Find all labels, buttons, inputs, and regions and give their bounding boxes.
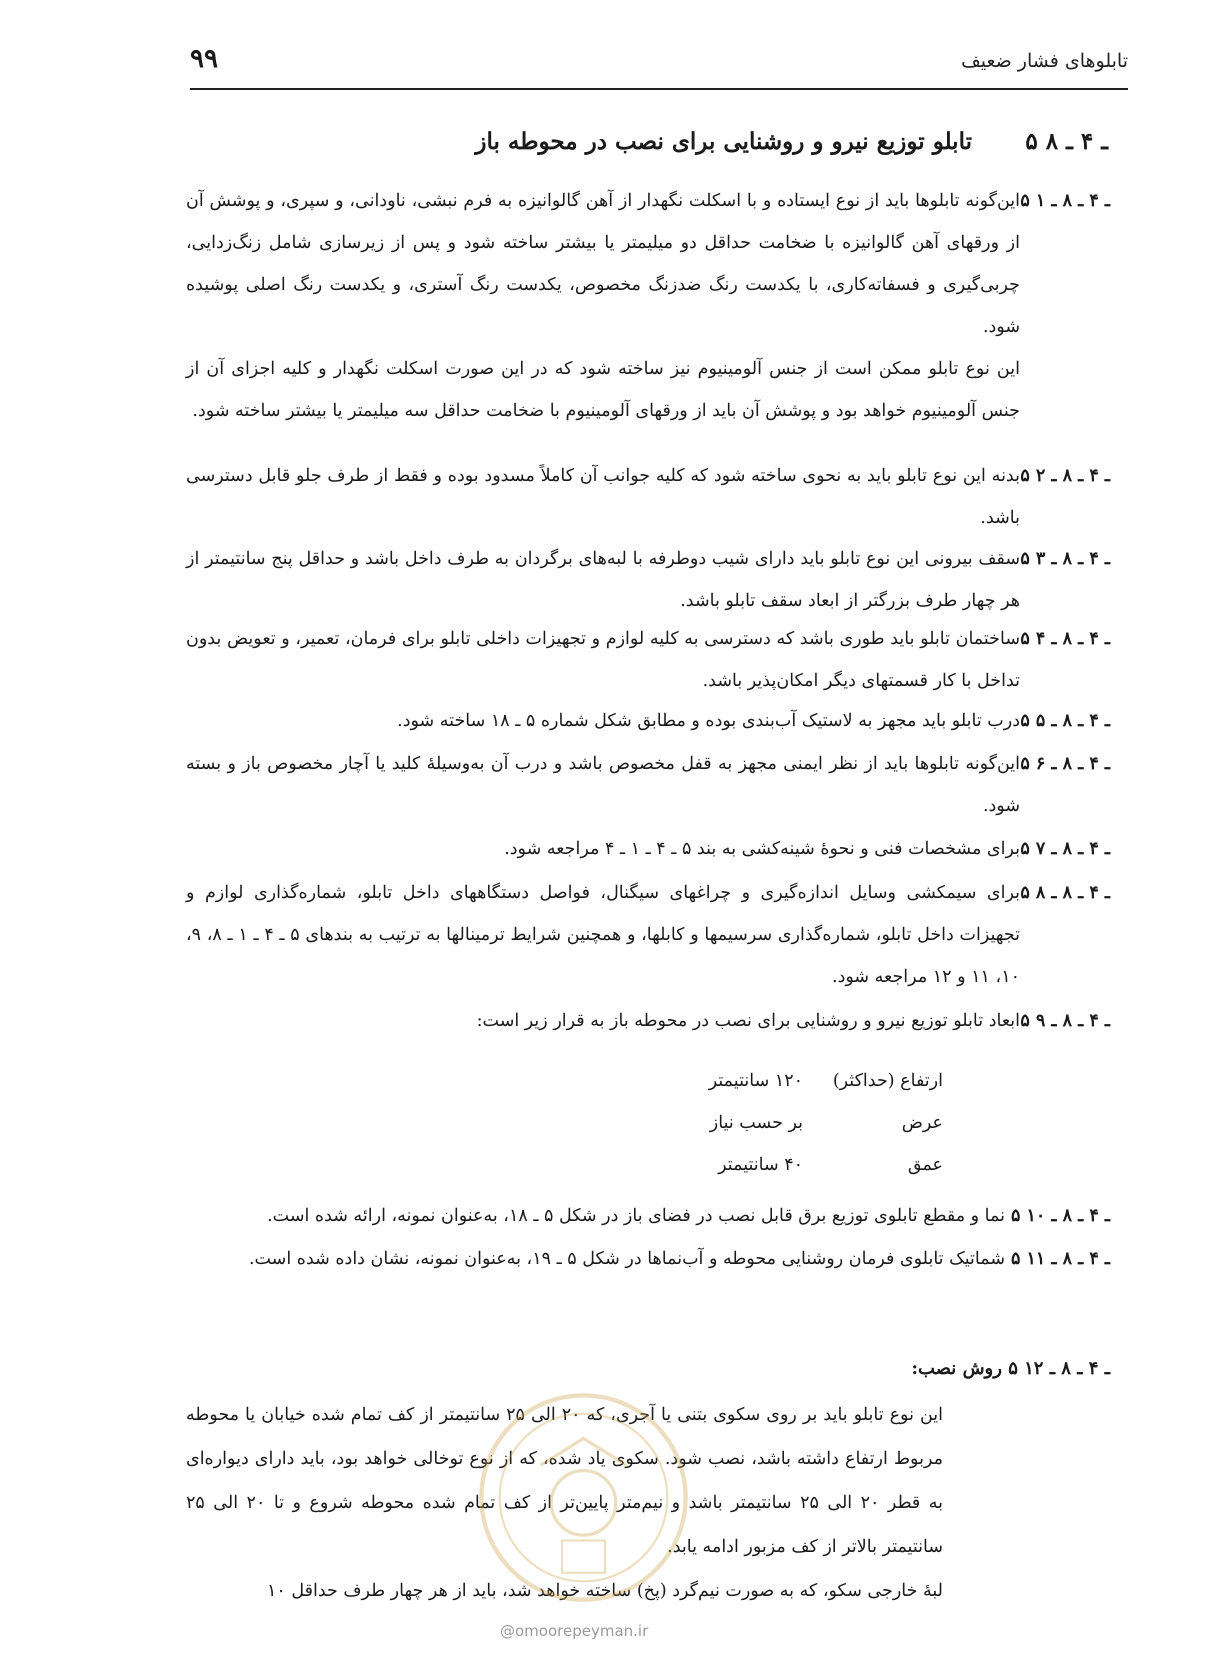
- paragraph-number: ۵ ـ ۴ ـ ۸ ـ ۱۱: [1011, 1249, 1110, 1269]
- paragraph-number: ۵ ـ ۴ ـ ۸ ـ ۶: [1020, 754, 1110, 774]
- paragraph-11: [186, 1238, 1110, 1280]
- paragraph-5: [186, 700, 1110, 742]
- dimension-label: ارتفاع (حداکثر): [832, 1071, 943, 1091]
- seal-stamp: [476, 1390, 691, 1605]
- dimension-value: بر حسب نیاز: [709, 1113, 803, 1133]
- paragraph-text: ابعاد تابلو توزیع نیرو و روشنایی برای نصب در محوطه باز به قرار زیر است:: [476, 1011, 1020, 1031]
- paragraph-text: درب تابلو باید مجهز به لاستیک آب‌بندی بوده و مطابق شکل شماره ۵ ـ ۱۸ ساخته شود.: [397, 711, 1020, 731]
- paragraph-number: ۵ ـ ۴ ـ ۸ ـ ۱: [1020, 191, 1110, 211]
- paragraph-9: [186, 1000, 1110, 1042]
- paragraph-text: نما و مقطع تابلوی توزیع برق قابل نصب در فضای باز در شکل ۵ ـ ۱۸، به‌عنوان نمونه، ارائه شده است.: [267, 1206, 1006, 1226]
- paragraph-text-continued: این نوع تابلو ممکن است از جنس آلومینیوم نیز ساخته شود که در این صورت اسکلت نگهدار و کلیه اجزای آن از جنس آلومینیوم خواهد بود و پوشش آن باید از ورقهای آلومینیوم با ضخامت حداقل سه میلیمتر یا بیشتر ساخته شود.: [186, 359, 1020, 421]
- paragraph-7: [186, 828, 1110, 870]
- paragraph-number: ۵ ـ ۴ ـ ۸ ـ ۷: [1020, 839, 1110, 859]
- header-rule: [190, 88, 1128, 90]
- paragraph-text: شماتیک تابلوی فرمان روشنایی محوطه و آب‌نماها در شکل ۵ ـ ۱۹، به‌عنوان نمونه، نشان داده شده است.: [248, 1249, 1006, 1269]
- paragraph-4: [186, 618, 1110, 702]
- paragraph-number: ۵ ـ ۴ ـ ۸ ـ ۸: [1020, 883, 1110, 903]
- paragraph-number: ۵ ـ ۴ ـ ۸ ـ ۹: [1020, 1011, 1110, 1031]
- paragraph-2: [186, 455, 1110, 539]
- section-number: ۵ ـ ۴ ـ ۸: [1025, 128, 1108, 155]
- paragraph-text: این‌گونه تابلوها باید از نوع ایستاده و با اسکلت نگهدار از آهن گالوانیزه به فرم نبشی، ناودانی، و سپری، و پوشش آن از ورقهای آهن گالوانیزه با ضخامت حداقل دو میلیمتر یا بیشتر ساخته شود و پس از زیرسازی شامل زنگ‌زدایی، چربی‌گیری و فسفاته‌کاری، با یکدست رنگ ضدزنگ مخصوص، یکدست رنگ آستری، و یکدست رنگ اصلی پوشیده شود.: [186, 191, 1020, 337]
- paragraph-1: [186, 180, 1110, 432]
- section-title: تابلو توزیع نیرو و روشنایی برای نصب در محوطه باز: [475, 128, 972, 155]
- paragraph-3: [186, 538, 1110, 622]
- paragraph-text: این‌گونه تابلوها باید از نظر ایمنی مجهز به قفل مخصوص باشد و درب آن به‌وسیلهٔ کلید یا آچار مخصوص باز و بسته شود.: [186, 754, 1020, 816]
- running-header-title: تابلوهای فشار ضعیف: [961, 50, 1128, 72]
- installation-text-continued: لبهٔ خارجی سکو، که به صورت نیم‌گرد (پخ) ساخته خواهد شد، باید از هر چهار طرف حداقل ۱۰: [266, 1581, 943, 1601]
- paragraph-text: برای سیمکشی وسایل اندازه‌گیری و چراغهای سیگنال، فواصل دستگاههای داخل تابلو، شماره‌گذاری لوازم و تجهیزات داخل تابلو، شماره‌گذاری سرسیمها و کابلها، و همچنین شرایط ترمینالها به ترتیب به بندهای ۵ ـ ۴ ـ ۱ ـ ۸، ۹، ۱۰، ۱۱ و ۱۲ مراجعه شود.: [186, 883, 1021, 987]
- paragraph-text: ساختمان تابلو باید طوری باشد که دسترسی به کلیه لوازم و تجهیزات داخلی تابلو برای فرمان، تعمیر، و تعویض بدون تداخل با کار قسمتهای دیگر امکان‌پذیر باشد.: [186, 629, 1020, 691]
- paragraph-6: [186, 743, 1110, 827]
- installation-number: ۵ ـ ۴ ـ ۸ ـ ۱۲: [1008, 1358, 1110, 1379]
- paragraph-text: برای مشخصات فنی و نحوهٔ شینه‌کشی به بند ۵ ـ ۴ ـ ۱ ـ ۴ مراجعه شود.: [504, 839, 1020, 859]
- section-heading: [180, 128, 1108, 155]
- dimension-row: [603, 1102, 943, 1144]
- paragraph-text: سقف بیرونی این نوع تابلو باید دارای شیب دوطرفه با لبه‌های برگردان به طرف داخل باشد و حداقل پنج سانتیمتر از هر چهار طرف بزرگتر از ابعاد سقف تابلو باشد.: [186, 549, 1020, 611]
- paragraph-number: ۵ ـ ۴ ـ ۸ ـ ۵: [1020, 711, 1110, 731]
- dimension-value: ۱۲۰ سانتیمتر: [708, 1071, 803, 1091]
- installation-text: این نوع تابلو باید بر روی سکوی بتنی یا آجری، که ۲۰ الی ۲۵ سانتیمتر از کف تمام شده خیابان یا محوطه مربوط ارتفاع داشته باشد، نصب شود. سکوی یاد شده، که از نوع توخالی خواهد بود، باید دارای دیواره‌ای به قطر ۲۰ الی ۲۵ سانتیمتر باشد و نیم‌متر پایین‌تر از کف تمام شده محوطه شروع و تا ۲۰ الی ۲۵ سانتیمتر بالاتر از کف مزبور ادامه یابد.: [186, 1405, 944, 1557]
- paragraph-text: بدنه این نوع تابلو باید به نحوی ساخته شود که کلیه جوانب آن کاملاً مسدود بوده و فقط از طرف جلو قابل دسترسی باشد.: [186, 466, 1020, 528]
- installation-title: روش نصب:: [911, 1358, 1002, 1379]
- dimension-value: ۴۰ سانتیمتر: [718, 1155, 803, 1175]
- installation-heading: [911, 1358, 1110, 1379]
- dimension-label: عمق: [907, 1155, 943, 1175]
- paragraph-body: [186, 180, 1020, 432]
- paragraph-number: ۵ ـ ۴ ـ ۸ ـ ۴: [1020, 629, 1110, 649]
- paragraph-number: ۵ ـ ۴ ـ ۸ ـ ۱۰: [1011, 1206, 1110, 1226]
- dimension-label: عرض: [901, 1113, 943, 1133]
- paragraph-number: ۵ ـ ۴ ـ ۸ ـ ۳: [1020, 549, 1110, 569]
- dimension-row: [603, 1144, 943, 1186]
- paragraph-10: [186, 1195, 1110, 1237]
- page-number: ۹۹: [190, 44, 218, 74]
- paragraph-8: [186, 872, 1110, 998]
- dimensions-list: [603, 1060, 943, 1186]
- paragraph-number: ۵ ـ ۴ ـ ۸ ـ ۲: [1020, 466, 1110, 486]
- dimension-row: [603, 1060, 943, 1102]
- watermark: @omoorepeyman.ir: [500, 1622, 649, 1640]
